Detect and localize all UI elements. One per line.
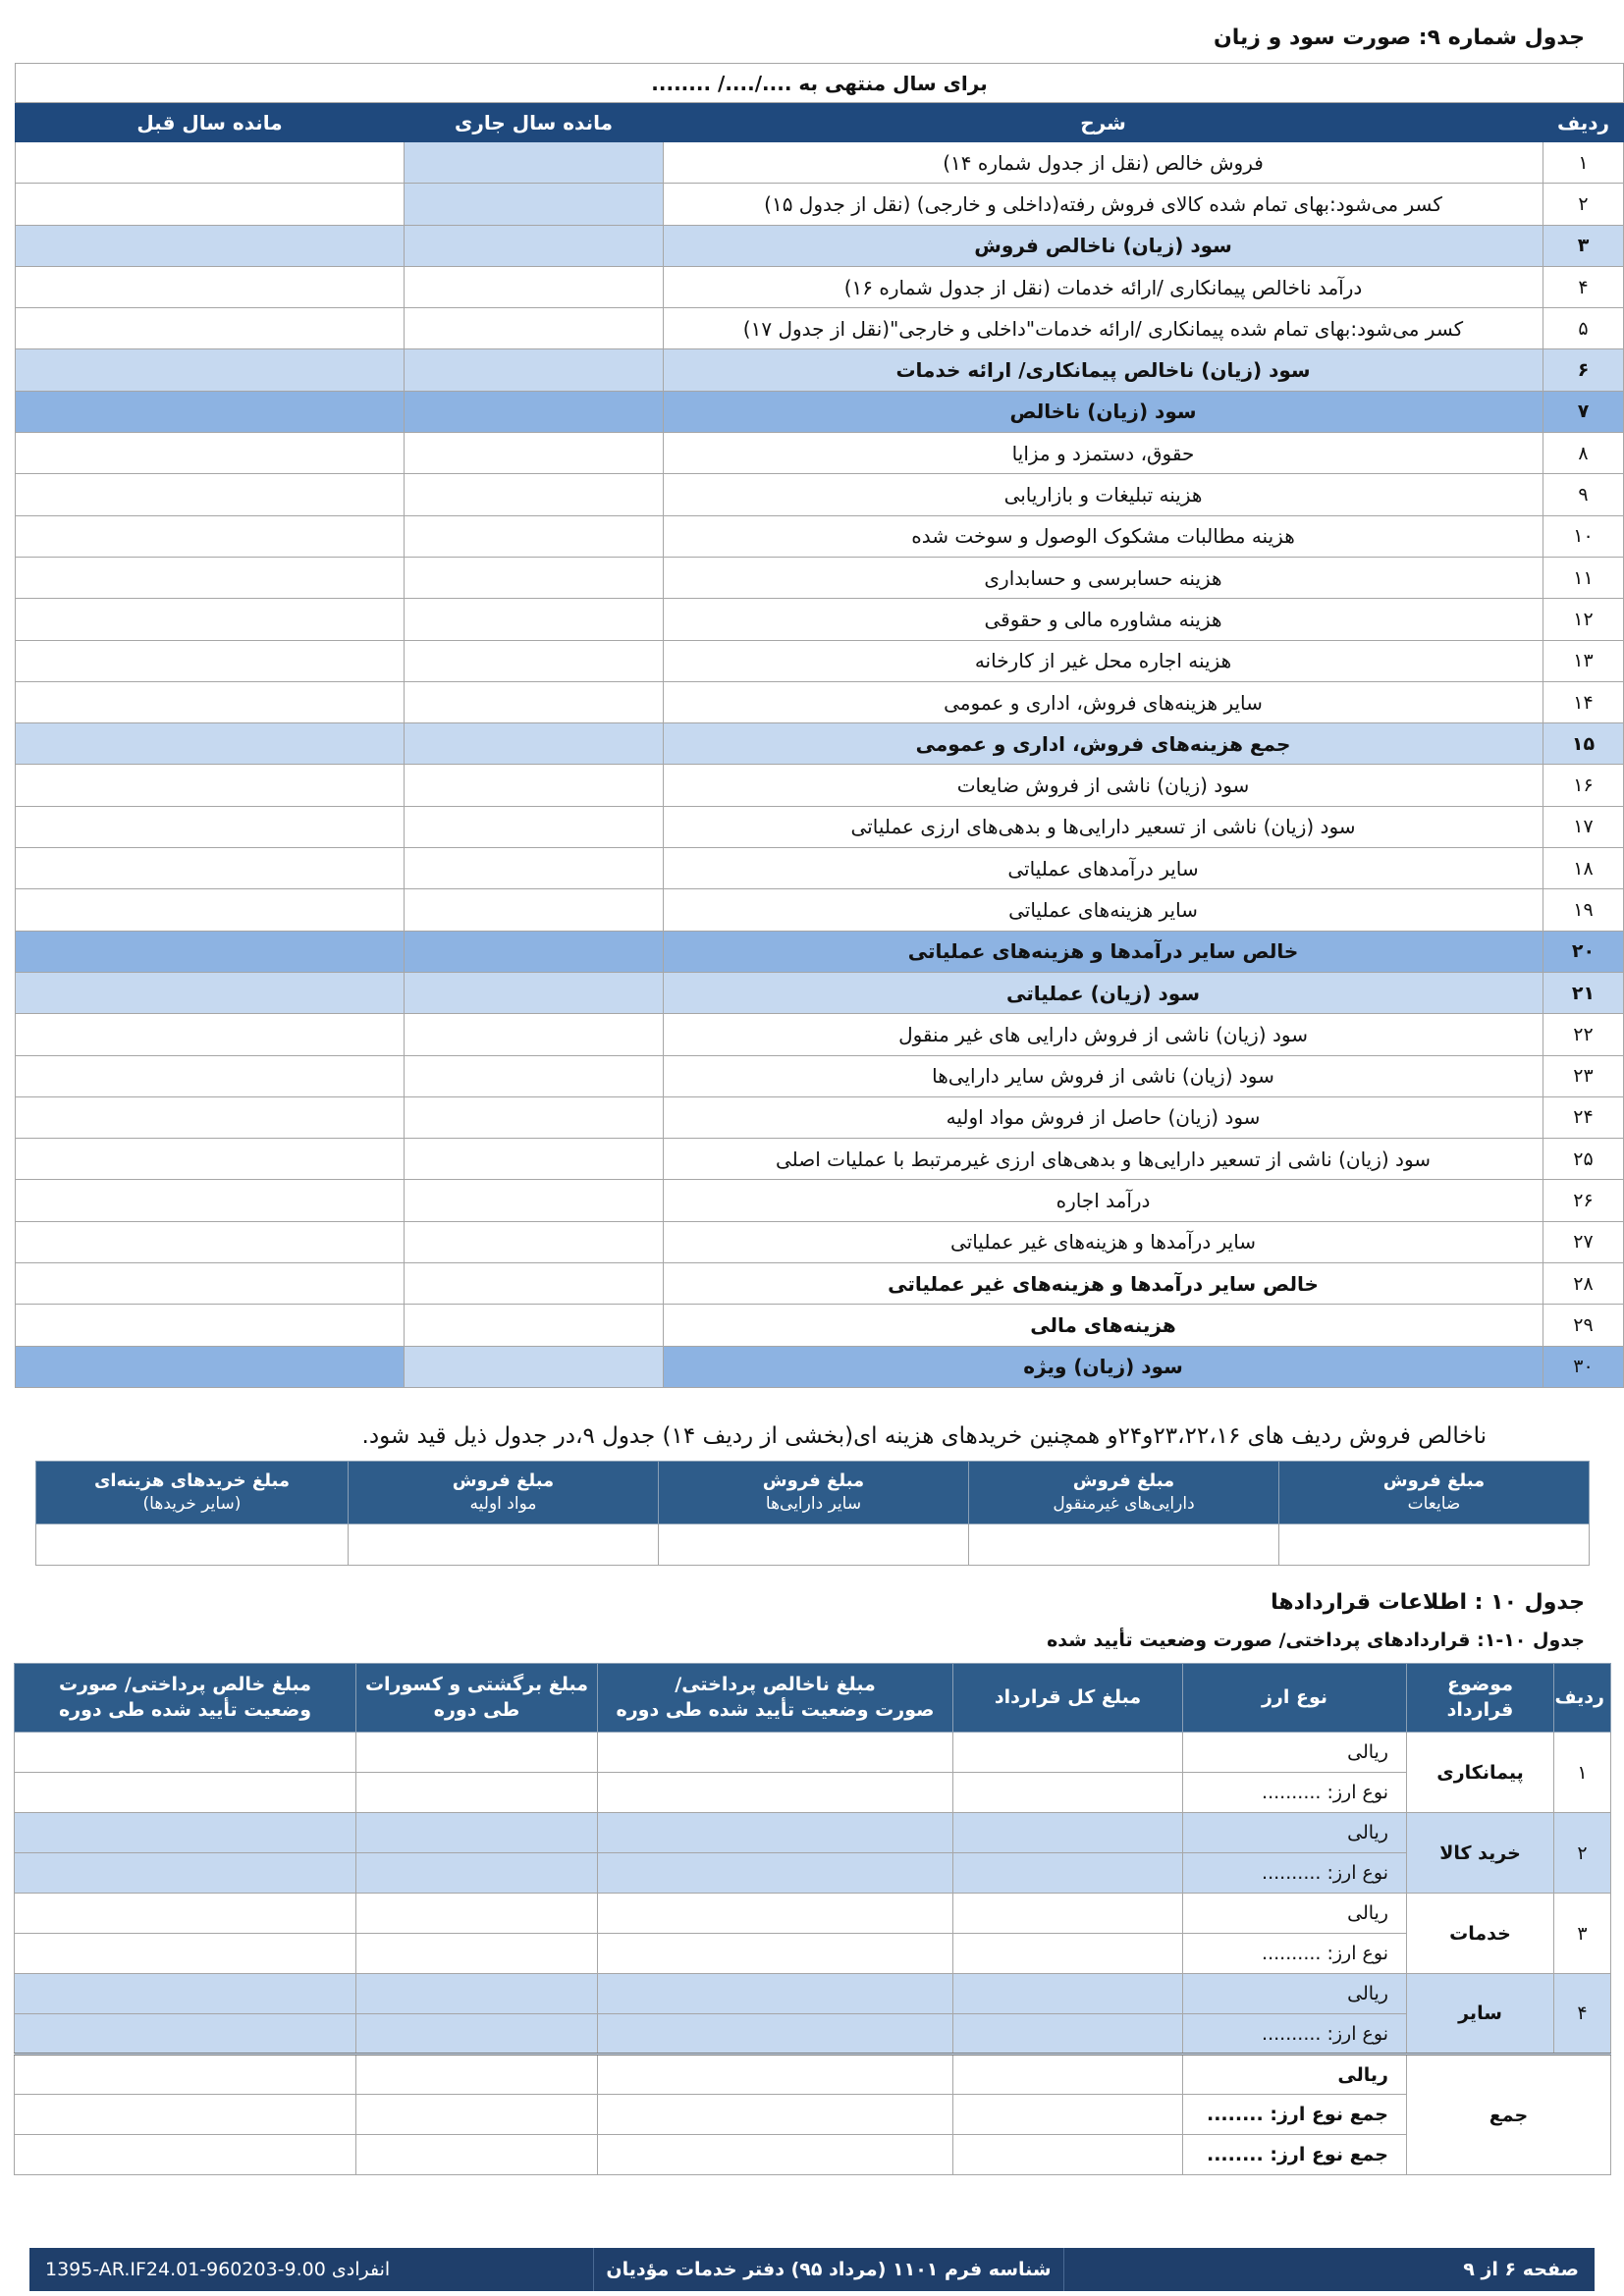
previous-year-cell[interactable] — [16, 433, 405, 474]
row-number: ۱۴ — [1543, 681, 1624, 722]
current-year-cell[interactable] — [405, 308, 664, 349]
row-description: سود (زیان) ناشی از تسعیر دارایی‌ها و بدهی‌های ارزی عملیاتی — [664, 806, 1543, 847]
income-row — [16, 1096, 1624, 1138]
income-row — [16, 225, 1624, 266]
row-description: سود (زیان) ویژه — [664, 1346, 1543, 1387]
contract-total-cell[interactable] — [953, 1773, 1183, 1813]
income-row — [16, 1346, 1624, 1387]
income-row — [16, 1180, 1624, 1221]
gross-payment-cell[interactable] — [598, 1733, 953, 1773]
income-row — [16, 599, 1624, 640]
t10-header-returns: مبلغ برگشتی و کسورات طی دوره — [356, 1664, 598, 1733]
sales-header-expense-purchases: مبلغ خریدهای هزینه‌ای (سایر خریدها) — [36, 1462, 349, 1524]
previous-year-cell[interactable] — [16, 1014, 405, 1055]
row-number: ۱۲ — [1543, 599, 1624, 640]
row-number: ۸ — [1543, 433, 1624, 474]
currency-other: نوع ارز: .......... — [1183, 1934, 1407, 1974]
row-description: سود (زیان) حاصل از فروش مواد اولیه — [664, 1096, 1543, 1138]
row-number: ۴ — [1543, 266, 1624, 307]
t10-sum-cell[interactable] — [598, 2055, 953, 2095]
sales-cell-waste[interactable] — [1279, 1524, 1590, 1566]
current-year-cell[interactable] — [405, 1263, 664, 1305]
income-row — [16, 1263, 1624, 1305]
previous-year-cell[interactable] — [16, 599, 405, 640]
sales-header-other-assets: مبلغ فروش سایر دارایی‌ها — [659, 1462, 969, 1524]
current-year-cell[interactable] — [405, 723, 664, 765]
row-number: ۵ — [1543, 308, 1624, 349]
income-row — [16, 681, 1624, 722]
previous-year-cell[interactable] — [16, 1346, 405, 1387]
net-payment-cell[interactable] — [15, 1853, 356, 1894]
row-number: ۲۵ — [1543, 1139, 1624, 1180]
current-year-cell[interactable] — [405, 1055, 664, 1096]
income-row — [16, 931, 1624, 972]
row-number: ۲۴ — [1543, 1096, 1624, 1138]
t10-sum-cell[interactable] — [598, 2095, 953, 2135]
t10-header-currency: نوع ارز — [1183, 1664, 1407, 1733]
sales-header-raw-materials: مبلغ فروش مواد اولیه — [349, 1462, 659, 1524]
table10-title: جدول ۱۰ : اطلاعات قراردادها — [1271, 1590, 1585, 1615]
row-number: ۳۰ — [1543, 1346, 1624, 1387]
current-year-cell[interactable] — [405, 765, 664, 806]
form-type: انفرادی — [331, 2259, 391, 2280]
income-statement-table — [15, 63, 1624, 1388]
row-number: ۱۵ — [1543, 723, 1624, 765]
row-number: ۲۰ — [1543, 931, 1624, 972]
returns-cell[interactable] — [356, 1894, 598, 1934]
previous-year-cell[interactable] — [16, 723, 405, 765]
previous-year-cell[interactable] — [16, 806, 405, 847]
row-description: سایر هزینه‌های عملیاتی — [664, 889, 1543, 931]
currency-other: نوع ارز: .......... — [1183, 1853, 1407, 1894]
income-row — [16, 1014, 1624, 1055]
col-header-current: مانده سال جاری — [405, 103, 664, 142]
income-row — [16, 515, 1624, 557]
row-number: ۲۸ — [1543, 1263, 1624, 1305]
previous-year-cell[interactable] — [16, 1305, 405, 1346]
row-description: سایر درآمدهای عملیاتی — [664, 848, 1543, 889]
t10-header-gross: مبلغ ناخالص پرداختی/ صورت وضعیت تأیید شده طی دوره — [598, 1664, 953, 1733]
t10-sum-currency-1: جمع نوع ارز: ........ — [1183, 2095, 1407, 2135]
row-description: هزینه تبلیغات و بازاریابی — [664, 474, 1543, 515]
current-year-cell[interactable] — [405, 433, 664, 474]
income-row — [16, 308, 1624, 349]
row-description: هزینه مشاوره مالی و حقوقی — [664, 599, 1543, 640]
row-number: ۱۰ — [1543, 515, 1624, 557]
current-year-cell[interactable] — [405, 1346, 664, 1387]
current-year-cell[interactable] — [405, 640, 664, 681]
previous-year-cell[interactable] — [16, 848, 405, 889]
t10-sum-cell[interactable] — [15, 2055, 356, 2095]
income-row — [16, 723, 1624, 765]
income-row — [16, 349, 1624, 391]
contract-row — [15, 1813, 1611, 1853]
row-description: حقوق، دستمزد و مزایا — [664, 433, 1543, 474]
returns-cell[interactable] — [356, 2014, 598, 2055]
income-row — [16, 184, 1624, 225]
row-number: ۲۳ — [1543, 1055, 1624, 1096]
sales-cell-raw-materials[interactable] — [349, 1524, 659, 1566]
contract-total-cell[interactable] — [953, 1853, 1183, 1894]
income-row — [16, 391, 1624, 432]
returns-cell[interactable] — [356, 1934, 598, 1974]
contract-total-cell[interactable] — [953, 1934, 1183, 1974]
row-description: جمع هزینه‌های فروش، اداری و عمومی — [664, 723, 1543, 765]
current-year-cell[interactable] — [405, 1305, 664, 1346]
contract-subject: خدمات — [1407, 1894, 1554, 1974]
page-footer — [29, 2248, 1595, 2291]
income-row — [16, 433, 1624, 474]
row-number: ۱۶ — [1543, 765, 1624, 806]
income-row — [16, 972, 1624, 1013]
contracts-table — [14, 1663, 1611, 2175]
net-payment-cell[interactable] — [15, 1934, 356, 1974]
row-number: ۱۹ — [1543, 889, 1624, 931]
sales-breakdown-table — [35, 1461, 1590, 1566]
current-year-cell[interactable] — [405, 806, 664, 847]
row-description: خالص سایر درآمدها و هزینه‌های غیر عملیاتی — [664, 1263, 1543, 1305]
current-year-cell[interactable] — [405, 142, 664, 184]
sales-note: ناخالص فروش ردیف های ۲۳،۲۲،۱۶و۲۴و همچنین خریدهای هزینه ای(بخشی از ردیف ۱۴) جدول ۹،در جدول ذیل قید شود. — [361, 1423, 1487, 1449]
contract-subject: خرید کالا — [1407, 1813, 1554, 1894]
contract-row — [15, 1773, 1611, 1813]
row-number: ۹ — [1543, 474, 1624, 515]
returns-cell[interactable] — [356, 1813, 598, 1853]
form-code — [29, 2259, 593, 2280]
current-year-cell[interactable] — [405, 848, 664, 889]
income-row — [16, 1221, 1624, 1262]
returns-cell[interactable] — [356, 1853, 598, 1894]
previous-year-cell[interactable] — [16, 1180, 405, 1221]
contract-row — [15, 2014, 1611, 2055]
t10-sum-cell[interactable] — [15, 2095, 356, 2135]
sales-cell-expense-purchases[interactable] — [36, 1524, 349, 1566]
contract-row — [15, 1853, 1611, 1894]
currency-rial: ریالی — [1183, 1813, 1407, 1853]
row-description: درآمد ناخالص پیمانکاری /ارائه خدمات (نقل از جدول شماره ۱۶) — [664, 266, 1543, 307]
net-payment-cell[interactable] — [15, 1894, 356, 1934]
sales-cell-other-assets[interactable] — [659, 1524, 969, 1566]
previous-year-cell[interactable] — [16, 308, 405, 349]
row-description: سایر درآمدها و هزینه‌های غیر عملیاتی — [664, 1221, 1543, 1262]
net-payment-cell[interactable] — [15, 1813, 356, 1853]
previous-year-cell[interactable] — [16, 515, 405, 557]
t10-header-net: مبلغ خالص پرداختی/ صورت وضعیت تأیید شده طی دوره — [15, 1664, 356, 1733]
col-header-desc: شرح — [664, 103, 1543, 142]
current-year-cell[interactable] — [405, 391, 664, 432]
gross-payment-cell[interactable] — [598, 1853, 953, 1894]
income-row — [16, 1139, 1624, 1180]
current-year-cell[interactable] — [405, 681, 664, 722]
contract-subject: سایر — [1407, 1974, 1554, 2055]
returns-cell[interactable] — [356, 1733, 598, 1773]
row-description: هزینه‌های مالی — [664, 1305, 1543, 1346]
previous-year-cell[interactable] — [16, 1139, 405, 1180]
row-number: ۷ — [1543, 391, 1624, 432]
returns-cell[interactable] — [356, 1974, 598, 2014]
contract-row — [15, 1894, 1611, 1934]
row-description: هزینه اجاره محل غیر از کارخانه — [664, 640, 1543, 681]
t10-sum-rial: ریالی — [1183, 2055, 1407, 2095]
currency-rial: ریالی — [1183, 1733, 1407, 1773]
row-description: کسر می‌شود:بهای تمام شده پیمانکاری /ارائه خدمات"داخلی و خارجی"(نقل از جدول ۱۷) — [664, 308, 1543, 349]
row-description: فروش خالص (نقل از جدول شماره ۱۴) — [664, 142, 1543, 184]
t10-sum-cell[interactable] — [953, 2095, 1183, 2135]
previous-year-cell[interactable] — [16, 889, 405, 931]
contract-row — [15, 1733, 1611, 1773]
current-year-cell[interactable] — [405, 184, 664, 225]
income-row — [16, 557, 1624, 598]
row-description: سایر هزینه‌های فروش، اداری و عمومی — [664, 681, 1543, 722]
previous-year-cell[interactable] — [16, 225, 405, 266]
gross-payment-cell[interactable] — [598, 1974, 953, 2014]
t10-sum-cell[interactable] — [356, 2135, 598, 2175]
col-header-row: ردیف — [1543, 103, 1624, 142]
row-number: ۱۱ — [1543, 557, 1624, 598]
income-row — [16, 1305, 1624, 1346]
previous-year-cell[interactable] — [16, 972, 405, 1013]
income-row — [16, 765, 1624, 806]
previous-year-cell[interactable] — [16, 474, 405, 515]
previous-year-cell[interactable] — [16, 640, 405, 681]
previous-year-cell[interactable] — [16, 1221, 405, 1262]
row-number: ۲۹ — [1543, 1305, 1624, 1346]
row-number: ۱۸ — [1543, 848, 1624, 889]
row-description: سود (زیان) ناشی از فروش سایر دارایی‌ها — [664, 1055, 1543, 1096]
page-number: صفحه ۶ از ۹ — [1463, 2259, 1579, 2280]
sales-cell-immovable[interactable] — [969, 1524, 1279, 1566]
contract-total-cell[interactable] — [953, 2014, 1183, 2055]
previous-year-cell[interactable] — [16, 1055, 405, 1096]
contract-row-number: ۴ — [1554, 1974, 1611, 2055]
current-year-cell[interactable] — [405, 349, 664, 391]
table10-subtitle: جدول ۱۰-۱: قراردادهای پرداختی/ صورت وضعیت تأیید شده — [1047, 1629, 1585, 1651]
previous-year-cell[interactable] — [16, 349, 405, 391]
contract-total-cell[interactable] — [953, 1813, 1183, 1853]
row-number: ۳ — [1543, 225, 1624, 266]
row-number: ۲۱ — [1543, 972, 1624, 1013]
t10-sum-cell[interactable] — [953, 2135, 1183, 2175]
net-payment-cell[interactable] — [15, 1773, 356, 1813]
income-row — [16, 889, 1624, 931]
currency-other: نوع ارز: .......... — [1183, 2014, 1407, 2055]
t10-sum-label: جمع — [1407, 2055, 1611, 2175]
previous-year-cell[interactable] — [16, 142, 405, 184]
gross-payment-cell[interactable] — [598, 1934, 953, 1974]
gross-payment-cell[interactable] — [598, 1813, 953, 1853]
previous-year-cell[interactable] — [16, 266, 405, 307]
row-description: سود (زیان) ناشی از تسعیر دارایی‌ها و بدهی‌های ارزی غیرمرتبط با عملیات اصلی — [664, 1139, 1543, 1180]
previous-year-cell[interactable] — [16, 1263, 405, 1305]
current-year-cell[interactable] — [405, 266, 664, 307]
returns-cell[interactable] — [356, 1773, 598, 1813]
income-row — [16, 848, 1624, 889]
contract-total-cell[interactable] — [953, 1894, 1183, 1934]
income-row — [16, 474, 1624, 515]
row-description: درآمد اجاره — [664, 1180, 1543, 1221]
col-header-previous: مانده سال قبل — [16, 103, 405, 142]
row-description: سود (زیان) ناشی از فروش ضایعات — [664, 765, 1543, 806]
previous-year-cell[interactable] — [16, 184, 405, 225]
current-year-cell[interactable] — [405, 889, 664, 931]
form-code-text: 1395-AR.IF24.01-960203-9.00 — [45, 2259, 326, 2280]
row-description: سود (زیان) ناخالص — [664, 391, 1543, 432]
income-row — [16, 806, 1624, 847]
net-payment-cell[interactable] — [15, 1733, 356, 1773]
t10-sum-cell[interactable] — [356, 2095, 598, 2135]
row-description: هزینه مطالبات مشکوک الوصول و سوخت شده — [664, 515, 1543, 557]
t10-header-row: ردیف — [1554, 1664, 1611, 1733]
row-number: ۲۶ — [1543, 1180, 1624, 1221]
current-year-cell[interactable] — [405, 225, 664, 266]
t10-sum-cell[interactable] — [953, 2055, 1183, 2095]
t10-sum-cell[interactable] — [356, 2055, 598, 2095]
t10-sum-cell[interactable] — [598, 2135, 953, 2175]
current-year-cell[interactable] — [405, 474, 664, 515]
row-description: سود (زیان) عملیاتی — [664, 972, 1543, 1013]
previous-year-cell[interactable] — [16, 931, 405, 972]
income-row — [16, 142, 1624, 184]
row-description: سود (زیان) ناشی از فروش دارایی های غیر منقول — [664, 1014, 1543, 1055]
current-year-cell[interactable] — [405, 1139, 664, 1180]
net-payment-cell[interactable] — [15, 2014, 356, 2055]
contract-total-cell[interactable] — [953, 1733, 1183, 1773]
income-row — [16, 266, 1624, 307]
contract-row-number: ۲ — [1554, 1813, 1611, 1894]
table9-caption: برای سال منتهی به ..../..../ ........ — [16, 64, 1624, 103]
gross-payment-cell[interactable] — [598, 1773, 953, 1813]
row-description: کسر می‌شود:بهای تمام شده کالای فروش رفته(داخلی و خارجی) (نقل از جدول ۱۵) — [664, 184, 1543, 225]
row-description: سود (زیان) ناخالص پیمانکاری/ ارائه خدمات — [664, 349, 1543, 391]
t10-sum-currency-2: جمع نوع ارز: ........ — [1183, 2135, 1407, 2175]
income-row — [16, 1055, 1624, 1096]
row-description: سود (زیان) ناخالص فروش — [664, 225, 1543, 266]
t10-header-subject: موضوع قرارداد — [1407, 1664, 1554, 1733]
current-year-cell[interactable] — [405, 1014, 664, 1055]
row-number: ۲۷ — [1543, 1221, 1624, 1262]
contract-row-number: ۱ — [1554, 1733, 1611, 1813]
current-year-cell[interactable] — [405, 1180, 664, 1221]
current-year-cell[interactable] — [405, 931, 664, 972]
row-number: ۱۷ — [1543, 806, 1624, 847]
current-year-cell[interactable] — [405, 557, 664, 598]
previous-year-cell[interactable] — [16, 765, 405, 806]
contract-row-number: ۳ — [1554, 1894, 1611, 1974]
net-payment-cell[interactable] — [15, 1974, 356, 2014]
current-year-cell[interactable] — [405, 515, 664, 557]
previous-year-cell[interactable] — [16, 1096, 405, 1138]
gross-payment-cell[interactable] — [598, 2014, 953, 2055]
current-year-cell[interactable] — [405, 599, 664, 640]
row-number: ۲۲ — [1543, 1014, 1624, 1055]
sales-header-immovable: مبلغ فروش دارایی‌های غیرمنقول — [969, 1462, 1279, 1524]
form-identifier: شناسه فرم ۱۱۰۱ (مرداد ۹۵) دفتر خدمات مؤدیان — [593, 2248, 1064, 2291]
contract-row — [15, 1934, 1611, 1974]
income-row — [16, 640, 1624, 681]
previous-year-cell[interactable] — [16, 681, 405, 722]
row-number: ۲ — [1543, 184, 1624, 225]
contract-total-cell[interactable] — [953, 1974, 1183, 2014]
row-number: ۶ — [1543, 349, 1624, 391]
current-year-cell[interactable] — [405, 972, 664, 1013]
contract-subject: پیمانکاری — [1407, 1733, 1554, 1813]
row-description: هزینه حسابرسی و حسابداری — [664, 557, 1543, 598]
sales-header-waste: مبلغ فروش ضایعات — [1279, 1462, 1590, 1524]
currency-rial: ریالی — [1183, 1974, 1407, 2014]
table9-title: جدول شماره ۹: صورت سود و زیان — [1213, 26, 1585, 50]
previous-year-cell[interactable] — [16, 557, 405, 598]
t10-sum-cell[interactable] — [15, 2135, 356, 2175]
currency-other: نوع ارز: .......... — [1183, 1773, 1407, 1813]
current-year-cell[interactable] — [405, 1221, 664, 1262]
contract-row — [15, 1974, 1611, 2014]
row-number: ۱۳ — [1543, 640, 1624, 681]
t10-header-total: مبلغ کل قرارداد — [953, 1664, 1183, 1733]
row-number: ۱ — [1543, 142, 1624, 184]
row-description: خالص سایر درآمدها و هزینه‌های عملیاتی — [664, 931, 1543, 972]
currency-rial: ریالی — [1183, 1894, 1407, 1934]
current-year-cell[interactable] — [405, 1096, 664, 1138]
previous-year-cell[interactable] — [16, 391, 405, 432]
gross-payment-cell[interactable] — [598, 1894, 953, 1934]
